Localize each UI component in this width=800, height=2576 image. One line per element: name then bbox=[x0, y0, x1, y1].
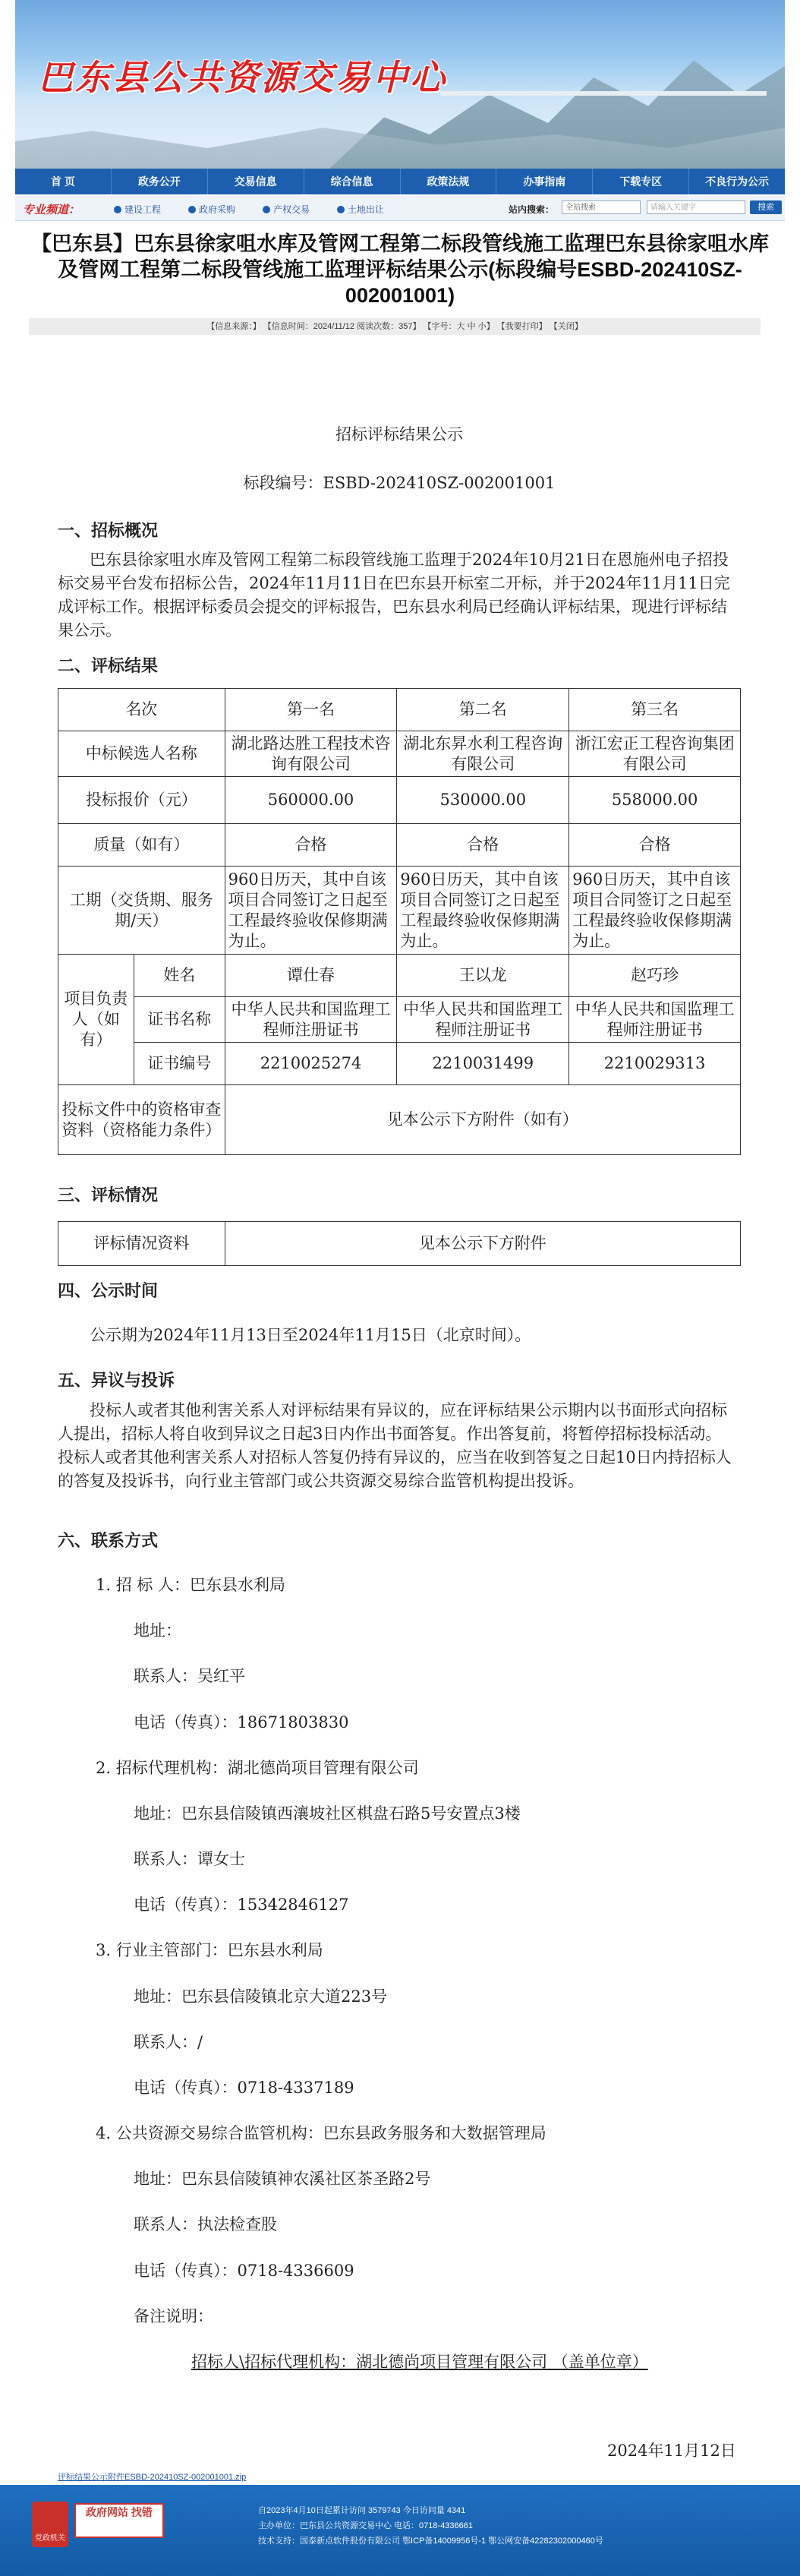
table-row bbox=[58, 824, 741, 867]
table-cell: 谭仕春 bbox=[225, 955, 397, 997]
doc-title: 招标评标结果公示 bbox=[335, 425, 463, 444]
contact-2-addr: 地址：巴东县信陵镇西瀼坡社区棋盘石路5号安置点3楼 bbox=[134, 1804, 521, 1823]
attachment-link[interactable]: 评标结果公示附件ESBD-202410SZ-002001001.zip bbox=[58, 2473, 247, 2482]
nav-item-downloads[interactable]: 下载专区 bbox=[593, 169, 689, 194]
section-1-title: 一、招标概况 bbox=[58, 521, 159, 541]
table-row bbox=[58, 997, 741, 1043]
table-cell: 960日历天，其中自该项目合同签订之日起至工程最终验收保修期满为止。 bbox=[225, 867, 397, 955]
nav-item-guide[interactable]: 办事指南 bbox=[496, 169, 593, 194]
site-title: 巴东县公共资源交易中心 bbox=[38, 58, 447, 97]
search-input[interactable]: 请输入关键字 bbox=[647, 200, 745, 214]
sign-date: 2024年11月12日 bbox=[607, 2442, 736, 2460]
footer-info bbox=[258, 2503, 668, 2549]
section-5-title: 五、异议与投诉 bbox=[58, 1371, 175, 1391]
table-cell: 投标报价（元） bbox=[58, 777, 225, 824]
article-meta: 【信息来源：】 【信息时间：2024/11/12 阅读次数：357】 【字号：大 中 小】 【我要打印】 【关闭】 bbox=[29, 318, 761, 335]
bullet-icon bbox=[263, 206, 270, 213]
contact-1-tel: 电话（传真）：18671803830 bbox=[134, 1713, 349, 1732]
gov-website-error-report-icon[interactable]: 政府网站 找错 bbox=[74, 2503, 164, 2538]
section-4-text: 公示期为2024年11月13日至2024年11月15日（北京时间）。 bbox=[90, 1326, 531, 1344]
section-4-title: 四、公示时间 bbox=[58, 1281, 159, 1301]
channel-construction[interactable] bbox=[114, 203, 161, 216]
channel-label: 建设工程 bbox=[124, 204, 162, 215]
contact-4-head: 4. 公共资源交易综合监管机构：巴东县政务服务和大数据管理局 bbox=[96, 2124, 546, 2142]
contact-3-tel: 电话（传真）：0718-4337189 bbox=[134, 2079, 354, 2097]
tech-support: 技术支持：国泰新点软件股份有限公司 鄂ICP备14009956号-1 鄂公网安备42282302000460号 bbox=[258, 2537, 603, 2546]
table-cell: 质量（如有） bbox=[58, 824, 225, 867]
contact-2-head: 2. 招标代理机构：湖北德尚项目管理有限公司 bbox=[96, 1759, 419, 1777]
contact-3-head: 3. 行业主管部门：巴东县水利局 bbox=[96, 1941, 323, 1959]
table-cell: 中标候选人名称 bbox=[58, 731, 225, 777]
contact-1-addr: 地址： bbox=[134, 1621, 181, 1640]
bullet-icon bbox=[114, 206, 121, 213]
section-number: 标段编号：ESBD-202410SZ-002001001 bbox=[243, 474, 556, 492]
nav-item-gov-affairs[interactable]: 政务公开 bbox=[112, 169, 208, 194]
table-cell: 2210029313 bbox=[569, 1043, 741, 1085]
signature: 招标人\招标代理机构：湖北德尚项目管理有限公司 （盖单位章） bbox=[191, 2353, 648, 2371]
table-cell: 见本公示下方附件（如有） bbox=[225, 1085, 740, 1155]
table-row bbox=[58, 1222, 741, 1266]
badge-label: 党政机关 bbox=[35, 2534, 65, 2543]
site-banner bbox=[15, 0, 785, 169]
table-row bbox=[58, 1085, 741, 1155]
table-row bbox=[58, 955, 741, 997]
nav-item-general-info[interactable]: 综合信息 bbox=[304, 169, 401, 194]
table-row bbox=[58, 689, 741, 731]
page-title: 【巴东县】巴东县徐家咀水库及管网工程第二标段管线施工监理巴东县徐家咀水库及管网工程第二标段管线施工监理评标结果公示(标段编号ESBD-202410SZ-002001001) bbox=[31, 232, 769, 307]
site-footer bbox=[0, 2485, 800, 2576]
contact-4-person: 联系人：执法检查股 bbox=[134, 2215, 277, 2233]
section-5-text: 投标人或者其他利害关系人对评标结果有异议的，应在评标结果公示期内以书面形式向招标人提出，招标人将自收到异议之日起3日内作出书面答复。作出答复前，将暂停招标投标活动。 投标人或者其他利害关系人对招标人答复仍持有异议的，应当在收到答复之日起10日内持招标人的答复及投诉书，向行业主管部门或公共资源交易综合监管机构提出投诉。 bbox=[58, 1401, 732, 1490]
table-cell: 证书编号 bbox=[134, 1043, 225, 1085]
party-gov-badge-icon[interactable] bbox=[32, 2502, 68, 2547]
channel-bar bbox=[15, 196, 785, 221]
contact-4-tel: 电话（传真）：0718-4336609 bbox=[134, 2262, 354, 2280]
table-cell: 王以龙 bbox=[397, 955, 569, 997]
search-button[interactable]: 搜索 bbox=[750, 200, 782, 214]
section-3-title: 三、评标情况 bbox=[58, 1185, 159, 1205]
channel-label: 政府采购 bbox=[199, 204, 236, 215]
table-row bbox=[58, 1043, 741, 1085]
nav-item-home[interactable]: 首 页 bbox=[15, 169, 112, 194]
table-cell: 项目负责人（如有） bbox=[58, 955, 134, 1085]
table-row bbox=[58, 867, 741, 955]
bullet-icon bbox=[188, 206, 196, 213]
search-label: 站内搜索： bbox=[509, 204, 555, 215]
table-cell: 第二名 bbox=[397, 689, 569, 731]
banner-bridge bbox=[440, 91, 767, 96]
remark-label: 备注说明： bbox=[134, 2307, 213, 2325]
eval-table bbox=[58, 1221, 741, 1266]
table-cell: 中华人民共和国监理工程师注册证书 bbox=[397, 997, 569, 1043]
table-cell: 960日历天，其中自该项目合同签订之日起至工程最终验收保修期满为止。 bbox=[569, 867, 741, 955]
table-cell: 558000.00 bbox=[569, 777, 741, 824]
channel-procurement[interactable] bbox=[188, 203, 235, 216]
bullet-icon bbox=[337, 206, 345, 213]
table-cell: 合格 bbox=[225, 824, 397, 867]
contact-2-person: 联系人：谭女士 bbox=[134, 1850, 245, 1868]
contact-1-person: 联系人：吴红平 bbox=[134, 1667, 245, 1685]
channel-land[interactable] bbox=[337, 203, 384, 216]
table-cell: 中华人民共和国监理工程师注册证书 bbox=[569, 997, 741, 1043]
main-nav bbox=[15, 169, 785, 194]
table-row bbox=[58, 777, 741, 824]
table-cell: 见本公示下方附件 bbox=[225, 1222, 740, 1266]
table-cell: 姓名 bbox=[134, 955, 225, 997]
nav-item-policy[interactable]: 政策法规 bbox=[401, 169, 497, 194]
table-cell: 评标情况资料 bbox=[58, 1222, 225, 1266]
table-cell: 合格 bbox=[397, 824, 569, 867]
table-cell: 投标文件中的资格审查资料（资格能力条件） bbox=[58, 1085, 225, 1155]
contact-2-tel: 电话（传真）：15342846127 bbox=[134, 1896, 349, 1914]
channel-property[interactable] bbox=[263, 203, 310, 216]
section-2-title: 二、评标结果 bbox=[58, 656, 159, 676]
table-cell: 560000.00 bbox=[225, 777, 397, 824]
nav-item-trade-info[interactable]: 交易信息 bbox=[208, 169, 304, 194]
table-cell: 2210031499 bbox=[397, 1043, 569, 1085]
section-6-title: 六、联系方式 bbox=[58, 1531, 159, 1551]
table-cell: 浙江宏正工程咨询集团有限公司 bbox=[569, 731, 741, 777]
table-cell: 湖北东昇水利工程咨询有限公司 bbox=[397, 731, 569, 777]
channel-label: 土地出让 bbox=[348, 204, 385, 215]
contact-4-addr: 地址：巴东县信陵镇神农溪社区茶圣路2号 bbox=[134, 2170, 431, 2188]
table-cell: 第一名 bbox=[225, 689, 397, 731]
channel-label: 产权交易 bbox=[273, 204, 310, 215]
table-cell: 名次 bbox=[58, 689, 225, 731]
table-cell: 2210025274 bbox=[225, 1043, 397, 1085]
channels-label: 专业频道： bbox=[23, 204, 80, 216]
result-table bbox=[58, 688, 741, 1155]
table-cell: 第三名 bbox=[569, 689, 741, 731]
table-cell: 赵巧珍 bbox=[569, 955, 741, 997]
nav-item-bad-behavior[interactable]: 不良行为公示 bbox=[705, 175, 770, 188]
table-cell: 中华人民共和国监理工程师注册证书 bbox=[225, 997, 397, 1043]
search-scope-select[interactable]: 全站搜索 bbox=[562, 200, 641, 214]
table-cell: 证书名称 bbox=[134, 997, 225, 1043]
table-cell: 960日历天，其中自该项目合同签订之日起至工程最终验收保修期满为止。 bbox=[397, 867, 569, 955]
table-cell: 530000.00 bbox=[397, 777, 569, 824]
host-info: 主办单位：巴东县公共资源交易中心 电话：0718-4336661 bbox=[258, 2521, 474, 2530]
contact-3-addr: 地址：巴东县信陵镇北京大道223号 bbox=[134, 1987, 388, 2006]
table-row bbox=[58, 731, 741, 777]
visit-counter: 自2023年4月10日起累计访问 3579743 今日访问量 4341 bbox=[258, 2506, 466, 2515]
table-cell: 合格 bbox=[569, 824, 741, 867]
table-cell: 湖北路达胜工程技术咨询有限公司 bbox=[225, 731, 397, 777]
contact-1-head: 1. 招 标 人：巴东县水利局 bbox=[96, 1576, 286, 1594]
section-1-text: 巴东县徐家咀水库及管网工程第二标段管线施工监理于2024年10月21日在恩施州电子招投标交易平台发布招标公告，2024年11月11日在巴东县开标室二开标，并于2024年11月11日完成评标工作。根据评标委员会提交的评标报告，巴东县水利局已经确认评标结果，现进行评标结果公示。 bbox=[58, 551, 730, 639]
contact-3-person: 联系人：/ bbox=[134, 2033, 203, 2051]
table-cell: 工期（交货期、服务期/天） bbox=[58, 867, 225, 955]
